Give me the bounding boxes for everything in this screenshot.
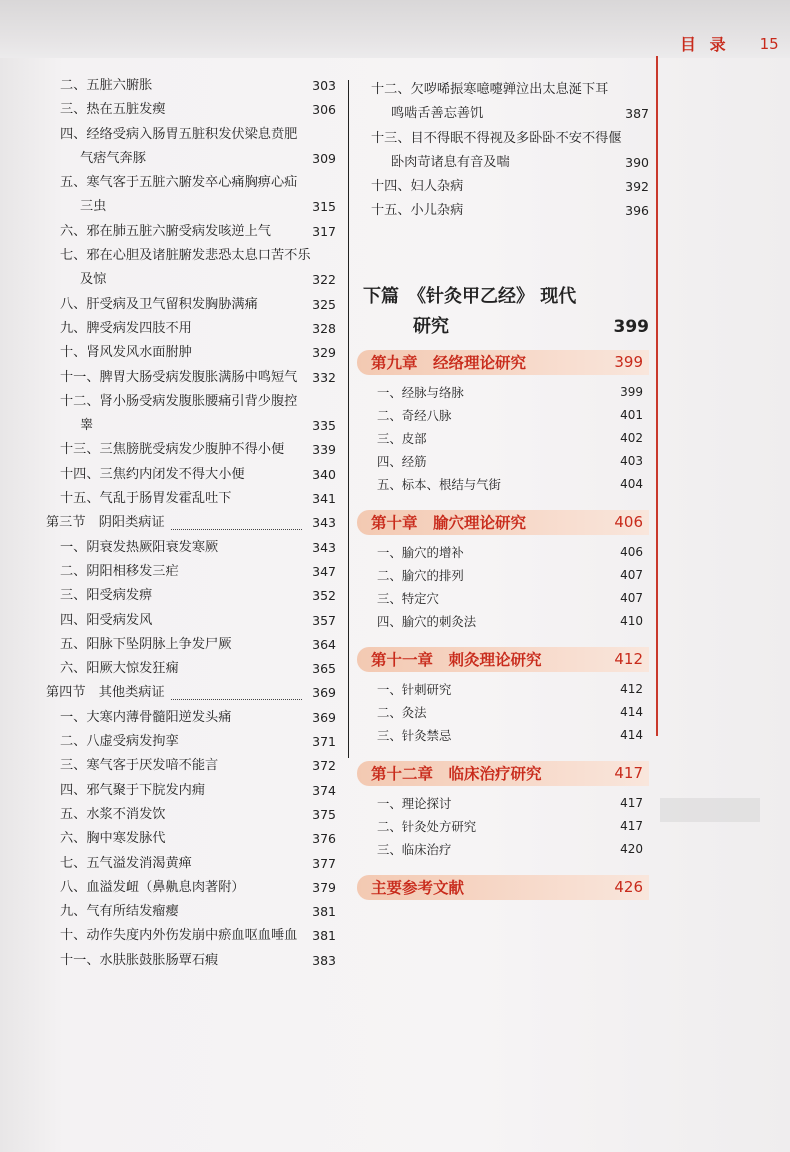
chapter-entry-title: 四、经筋 xyxy=(377,453,427,469)
toc-entry-title: 五、水浆不消发饮 xyxy=(60,806,166,822)
toc-page-number: 317 xyxy=(312,223,336,239)
toc-entry-row[interactable] xyxy=(357,102,649,126)
toc-page-number: 392 xyxy=(625,179,649,195)
toc-entry-row[interactable] xyxy=(46,366,336,390)
toc-page-number: 322 xyxy=(312,272,336,288)
toc-entry-row[interactable] xyxy=(46,827,336,851)
toc-entry-row[interactable] xyxy=(46,560,336,584)
toc-entry-title: 七、邪在心胆及诸脏腑发悲恐太息口苦不乐 xyxy=(60,248,311,264)
toc-entry-title: 二、八虚受病发拘挛 xyxy=(60,734,179,750)
toc-entry-row[interactable] xyxy=(46,949,336,973)
toc-entry-title: 十三、目不得眠不得视及多卧卧不安不得偃 xyxy=(371,130,622,146)
part-heading-line2-row xyxy=(363,312,649,342)
toc-page-number: 369 xyxy=(312,709,336,725)
toc-entry-title: 五、阳脉下坠阴脉上争发尸厥 xyxy=(60,636,232,652)
toc-entry-title: 第四节 其他类病证 xyxy=(46,685,165,701)
chapter-entry-row[interactable] xyxy=(357,564,649,587)
chapter-heading[interactable] xyxy=(357,350,649,375)
toc-entry-row[interactable] xyxy=(46,341,336,365)
toc-entry-title: 一、阴衰发热厥阳衰发寒厥 xyxy=(60,539,219,555)
chapter-entry-title: 三、皮部 xyxy=(377,430,427,446)
chapter-heading[interactable] xyxy=(357,510,649,535)
chapter-entry-page: 406 xyxy=(620,544,643,559)
toc-entry-row[interactable] xyxy=(357,199,649,223)
toc-page-number: 375 xyxy=(312,806,336,822)
chapter-entry-page: 414 xyxy=(620,727,643,742)
toc-page-number: 343 xyxy=(312,539,336,555)
chapter-page-number: 417 xyxy=(614,764,643,783)
running-header xyxy=(680,32,779,55)
chapter-entry-page: 399 xyxy=(620,384,643,399)
toc-entry-row[interactable] xyxy=(46,293,336,317)
toc-entry-title: 及惊 xyxy=(80,272,107,288)
toc-entry-title: 十三、三焦膀胱受病发少腹肿不得小便 xyxy=(60,442,285,458)
toc-entry-title: 九、气有所结发瘤瘿 xyxy=(60,904,179,920)
toc-entry-row[interactable] xyxy=(46,244,336,268)
chapter-entry-title: 二、奇经八脉 xyxy=(377,407,452,423)
chapter-title: 第十二章 临床治疗研究 xyxy=(371,765,542,784)
chapter-entry-row[interactable] xyxy=(357,587,649,610)
toc-page-number: 329 xyxy=(312,345,336,361)
chapter-entry-title: 三、特定穴 xyxy=(377,590,439,606)
toc-page-number: 347 xyxy=(312,563,336,579)
toc-entry-title: 六、邪在肺五脏六腑受病发咳逆上气 xyxy=(60,223,271,239)
toc-entry-title: 卧肉苛诸息有音及喘 xyxy=(391,154,510,170)
chapter-entry-row[interactable] xyxy=(357,610,649,633)
toc-page-number: 332 xyxy=(312,369,336,385)
chapter-entry-page: 417 xyxy=(620,795,643,810)
chapter-page-number: 426 xyxy=(614,878,643,897)
chapter-title: 第九章 经络理论研究 xyxy=(371,354,527,373)
toc-entry-row[interactable] xyxy=(357,127,649,151)
toc-entry-title: 二、五脏六腑胀 xyxy=(60,78,153,93)
toc-page-number: 315 xyxy=(312,199,336,215)
toc-entry-title: 十一、水肤胀鼓胀肠覃石瘕 xyxy=(60,952,219,968)
part-heading-line2: 研究 xyxy=(413,315,449,337)
toc-entry-row[interactable] xyxy=(46,147,336,171)
toc-entry-title: 八、血溢发衄（鼻鼽息肉著附） xyxy=(60,879,245,895)
toc-entry-row[interactable] xyxy=(46,584,336,608)
part-heading xyxy=(357,282,649,342)
toc-entry-title: 四、邪气聚于下脘发内痈 xyxy=(60,782,206,798)
chapter-entry-title: 一、腧穴的增补 xyxy=(377,544,464,560)
toc-entry-row[interactable] xyxy=(46,657,336,681)
toc-entry-row[interactable] xyxy=(46,463,336,487)
toc-page-number: 325 xyxy=(312,296,336,312)
chapter-entry-title: 三、临床治疗 xyxy=(377,841,452,857)
chapter-entry-row[interactable] xyxy=(357,381,649,404)
toc-entry-row[interactable] xyxy=(46,74,336,98)
toc-page-number: 390 xyxy=(625,154,649,170)
toc-entry-row[interactable] xyxy=(46,852,336,876)
chapter-entry-title: 一、针刺研究 xyxy=(377,681,452,697)
toc-entry-title: 十、动作失度内外伤发崩中瘀血呕血唾血 xyxy=(60,928,298,944)
chapter-entry-row[interactable] xyxy=(357,427,649,450)
margin-rule xyxy=(656,56,658,736)
chapter-entry-row[interactable] xyxy=(357,450,649,473)
toc-page-number: 335 xyxy=(312,418,336,434)
chapter-entry-title: 一、理论探讨 xyxy=(377,795,452,811)
toc-page-number: 369 xyxy=(312,685,336,701)
dot-leader xyxy=(171,529,302,530)
toc-entry-row[interactable] xyxy=(46,171,336,195)
toc-entry-title: 十、肾风发风水面胕肿 xyxy=(60,345,192,361)
toc-entry-row[interactable] xyxy=(46,220,336,244)
toc-page-number: 381 xyxy=(312,904,336,920)
toc-right-entries xyxy=(357,78,649,224)
toc-page-number: 341 xyxy=(312,491,336,507)
toc-page-number: 372 xyxy=(312,758,336,774)
toc-entry-title: 三、阳受病发痹 xyxy=(60,588,153,604)
toc-page-number: 365 xyxy=(312,661,336,677)
toc-page-number: 396 xyxy=(625,203,649,219)
chapter-entry-page: 407 xyxy=(620,590,643,605)
toc-entry-title: 一、大寒内薄骨髓阳逆发头痛 xyxy=(60,709,232,725)
column-divider xyxy=(348,80,349,758)
toc-entry-title: 十四、妇人杂病 xyxy=(371,179,464,195)
chapter-entry-row[interactable] xyxy=(357,678,649,701)
toc-entry-row[interactable] xyxy=(46,633,336,657)
toc-entry-row[interactable] xyxy=(46,706,336,730)
toc-page-number: 340 xyxy=(312,466,336,482)
toc-entry-row[interactable] xyxy=(46,317,336,341)
toc-left-column xyxy=(46,74,336,973)
toc-page-number: 352 xyxy=(312,588,336,604)
toc-entry-row[interactable] xyxy=(46,876,336,900)
toc-section-row[interactable] xyxy=(46,511,336,535)
toc-entry-title: 十五、气乱于肠胃发霍乱吐下 xyxy=(60,491,232,507)
toc-entry-title: 四、阳受病发风 xyxy=(60,612,153,628)
toc-entry-title: 十二、欠哕唏振寒噫嚏亸泣出太息涎下耳 xyxy=(371,82,609,97)
chapter-entry-title: 二、灸法 xyxy=(377,704,427,720)
part-page-number: 399 xyxy=(613,316,649,337)
toc-entry-row[interactable] xyxy=(46,536,336,560)
toc-entry-title: 十四、三焦约内闭发不得大小便 xyxy=(60,466,245,482)
toc-entry-title: 第三节 阴阳类病证 xyxy=(46,515,165,531)
toc-entry-row[interactable] xyxy=(46,438,336,462)
chapter-entry-page: 407 xyxy=(620,567,643,582)
chapter-entry-page: 402 xyxy=(620,430,643,445)
chapter-page-number: 399 xyxy=(614,353,643,372)
toc-entry-row[interactable] xyxy=(46,900,336,924)
toc-entry-row[interactable] xyxy=(46,609,336,633)
toc-entry-title: 三、热在五脏发瘈 xyxy=(60,102,166,118)
toc-entry-title: 三、寒气客于厌发喑不能言 xyxy=(60,758,219,774)
toc-entry-title: 二、阴阳相移发三疟 xyxy=(60,563,179,579)
toc-section-row[interactable] xyxy=(46,681,336,705)
top-band xyxy=(0,0,790,58)
toc-entry-title: 十五、小儿杂病 xyxy=(371,203,464,219)
bleed-through-mark xyxy=(660,798,760,822)
toc-entry-row[interactable] xyxy=(46,924,336,948)
toc-page-number: 376 xyxy=(312,831,336,847)
toc-page-number: 387 xyxy=(625,106,649,122)
toc-entry-row[interactable] xyxy=(46,487,336,511)
toc-entry-row[interactable] xyxy=(357,151,649,175)
dot-leader xyxy=(171,699,302,700)
chapter-entry-row[interactable] xyxy=(357,541,649,564)
chapter-entry-title: 三、针灸禁忌 xyxy=(377,727,452,743)
chapter-entry-page: 417 xyxy=(620,818,643,833)
chapter-entry-title: 二、腧穴的排列 xyxy=(377,567,464,583)
chapter-title: 主要参考文献 xyxy=(371,879,465,898)
toc-entry-title: 三虫 xyxy=(80,199,107,215)
toc-page-number: 383 xyxy=(312,952,336,968)
toc-entry-title: 十二、肾小肠受病发腹胀腰痛引背少腹控 xyxy=(60,393,298,409)
chapter-entry-row[interactable] xyxy=(357,404,649,427)
chapter-entry-title: 二、针灸处方研究 xyxy=(377,818,477,834)
chapter-entry-page: 412 xyxy=(620,681,643,696)
toc-page-number: 374 xyxy=(312,782,336,798)
toc-entry-title: 六、胸中寒发脉代 xyxy=(60,831,166,847)
toc-entry-row[interactable] xyxy=(357,175,649,199)
toc-entry-title: 十一、脾胃大肠受病发腹胀满肠中鸣短气 xyxy=(60,369,298,385)
chapter-entry-page: 410 xyxy=(620,613,643,628)
toc-entry-row[interactable] xyxy=(46,414,336,438)
toc-page-number: 379 xyxy=(312,879,336,895)
chapter-entry-row[interactable] xyxy=(357,473,649,496)
chapter-page-number: 412 xyxy=(614,650,643,669)
toc-entry-row[interactable] xyxy=(46,268,336,292)
toc-entry-row[interactable] xyxy=(46,390,336,414)
toc-page-number: 306 xyxy=(312,102,336,118)
toc-entry-title: 鸣啮舌善忘善饥 xyxy=(391,106,484,122)
toc-entry-title: 五、寒气客于五脏六腑发卒心痛胸痹心疝 xyxy=(60,175,298,191)
header-page-number: 15 xyxy=(759,34,779,53)
part-heading-line1: 下篇 《针灸甲乙经》 现代 xyxy=(363,285,577,307)
toc-page-number: 343 xyxy=(312,515,336,531)
toc-page-number: 381 xyxy=(312,928,336,944)
toc-entry-row[interactable] xyxy=(46,195,336,219)
toc-entry-title: 八、肝受病及卫气留积发胸胁满痛 xyxy=(60,296,258,312)
chapter-heading[interactable] xyxy=(357,875,649,900)
toc-page-number: 339 xyxy=(312,442,336,458)
toc-page-number: 377 xyxy=(312,855,336,871)
chapter-heading[interactable] xyxy=(357,647,649,672)
chapter-entry-row[interactable] xyxy=(357,701,649,724)
chapter-entry-page: 401 xyxy=(620,407,643,422)
toc-entry-title: 睾 xyxy=(80,418,94,434)
toc-entry-title: 气痞气奔豚 xyxy=(80,150,146,166)
chapter-entry-title: 五、标本、根结与气街 xyxy=(377,476,501,492)
chapter-entry-title: 四、腧穴的刺灸法 xyxy=(377,613,477,629)
toc-page-number: 328 xyxy=(312,320,336,336)
toc-entry-title: 九、脾受病发四肢不用 xyxy=(60,320,192,336)
toc-entry-title: 六、阳厥大惊发狂痫 xyxy=(60,661,179,677)
chapter-entry-page: 403 xyxy=(620,453,643,468)
toc-page-number: 364 xyxy=(312,636,336,652)
toc-entry-title: 四、经络受病入肠胃五脏积发伏梁息贲肥 xyxy=(60,126,298,142)
toc-page-number: 303 xyxy=(312,78,336,93)
toc-page-number: 371 xyxy=(312,734,336,750)
toc-page-number: 309 xyxy=(312,150,336,166)
toc-page-number: 357 xyxy=(312,612,336,628)
chapter-entry-page: 404 xyxy=(620,476,643,491)
chapter-entry-title: 一、经脉与络脉 xyxy=(377,384,464,400)
toc-entry-row[interactable] xyxy=(357,78,649,102)
chapter-entry-row[interactable] xyxy=(357,838,649,861)
toc-entry-row[interactable] xyxy=(46,98,336,122)
chapter-page-number: 406 xyxy=(614,513,643,532)
toc-entry-title: 七、五气溢发消渴黄瘅 xyxy=(60,855,192,871)
header-title: 目 录 xyxy=(680,35,730,54)
toc-entry-row[interactable] xyxy=(46,123,336,147)
chapter-entry-page: 420 xyxy=(620,841,643,856)
chapter-title: 第十章 腧穴理论研究 xyxy=(371,514,527,533)
chapter-title: 第十一章 刺灸理论研究 xyxy=(371,651,542,670)
chapter-entry-page: 414 xyxy=(620,704,643,719)
